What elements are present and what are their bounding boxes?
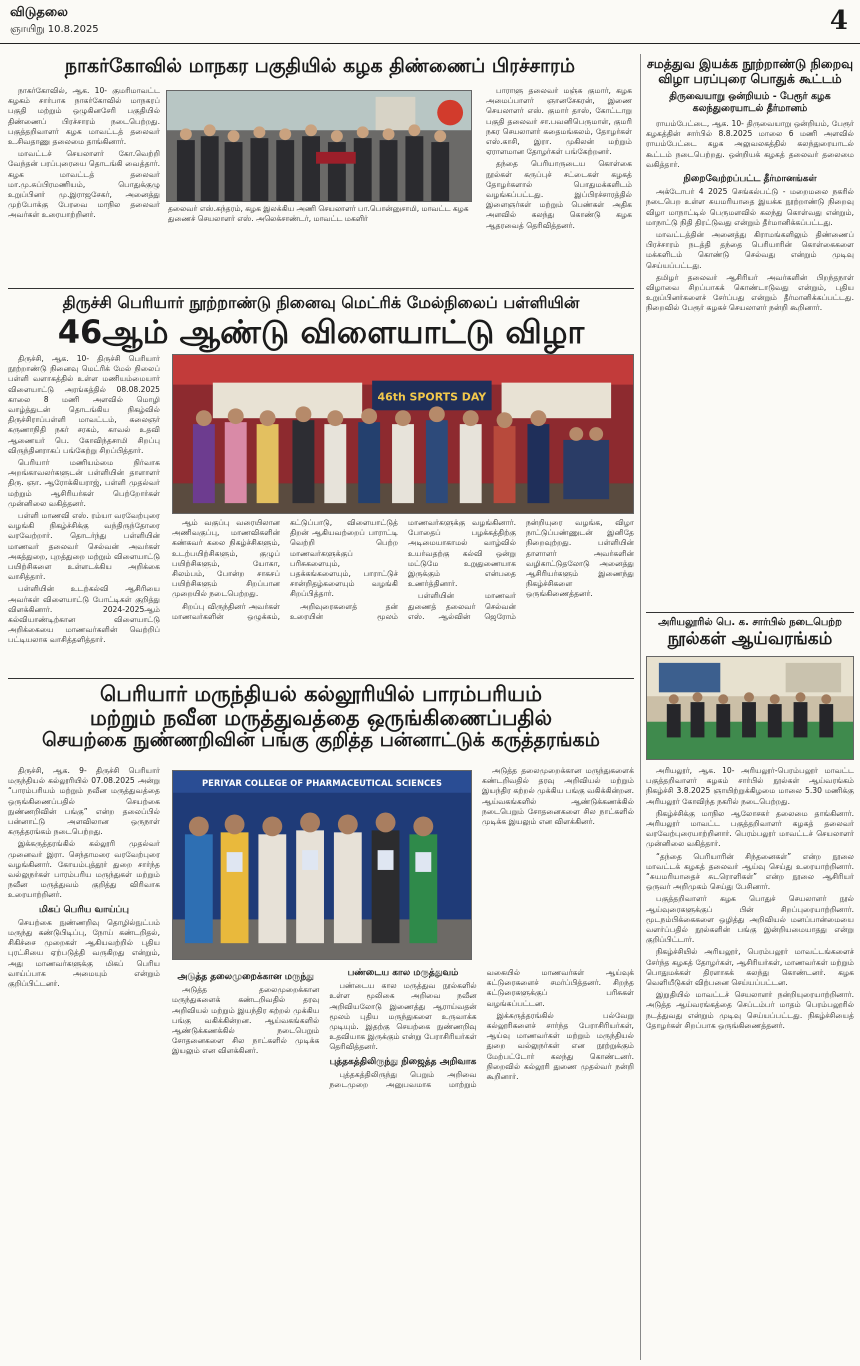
story-pharmacy-photo bbox=[172, 770, 472, 960]
paragraph: தமிழர் தலைவர் ஆசிரியர் அவர்களின் பிறந்தநாள் விழாவை சிறப்பாகக் கொண்டாடுவது என்றும், புதிய உறுப்பினர்களைச் சேர்ப்பது என்றும் தீர்மானிக்கப்பட்டது. நிறைவில் பேரூர் கழகச் செயலாளர் நன்றி கூறினார். bbox=[646, 272, 854, 313]
side-story-ariyalur-body bbox=[646, 766, 854, 1031]
paragraph: திருச்சி, ஆக. 10- திருச்சி பெரியார் நூற்றாண்டு நினைவு மெட்ரிக் மேல் நிலைப் பள்ளி வளாகத்தில் உள்ள மணியம்மையார் விளையாட்டு அரங்கத்தில் 08.08.2025 காலை 8 மணி அளவில் மொழி வாழ்த்துடன் தொடங்கிய நிகழ்வில் திருச்சிராப்பள்ளி மாவட்டம், கலைஞர் கருணாநிதி நகர் சரகம், காவல் உதவி ஆணையர் பெ. கோவிந்தசாமி சிறப்பு விருந்தினராகப் பங்கேற்று சிறப்பித்தார். bbox=[8, 354, 160, 455]
story-pharmacy-headline-2: மற்றும் நவீன மருத்துவத்தை ஒருங்கிணைப்பதில் bbox=[89, 705, 553, 731]
paragraph: அறிவுரைகளைத் தன் உரையின் மூலம் மாணவர்களுக்கு வழங்கினார். போதைப் பழக்கத்திற்கு அடிமையாகாமல் வாழ்வில் உயர்வதற்கு கல்வி ஒன்று மட்டுமே உறுதுணையாக இருக்கும் என்பதை உணர்த்தினார். bbox=[290, 518, 516, 621]
paragraph: ஆம் வகுப்பு வரையிலான அணிவகுப்பு, மாணவிகளின் கண்கவர் கலை நிகழ்ச்சிகளும், உடற்பயிற்சிகளும், குழுப் பயிற்சிகளும், யோகா, சிலம்பம், போன்ற சாகசப் பயிற்சிகளும் சிறப்பான முறையில் நடைபெற்றது. bbox=[172, 518, 280, 599]
paragraph: பள்ளி மாணவி எஸ். ரம்யா வரவேற்புரை வழங்கி நிகழ்ச்சிக்கு வந்திருந்தோரை வரவேற்றார். தொடர்ந்து பள்ளியின் மாணவர் தலைவர் செல்வன் அவர்கள் அகத்துறை, புறத்துறை மற்றும் விளையாட்டு பயிற்சிகளை உள்ளடக்கிய அறிக்கை வாசித்தார். bbox=[8, 511, 160, 582]
paragraph: புத்தகத்திலிருந்து பெறும் அறிவை நடைமுறை அனுபவமாக மாற்றும் வகையில் மாணவர்கள் ஆய்வுக் கட்டுரைகளைச் சமர்ப்பித்தனர். சிறந்த கட்டுரைகளுக்குப் பரிசுகள் வழங்கப்பட்டன. bbox=[329, 968, 634, 1090]
paragraph: இக்கருத்தரங்கில் பல்வேறு கல்லூரிகளைச் சார்ந்த பேராசிரியர்கள், ஆய்வு மாணவர்கள் மற்றும் மருந்தியல் துறை வல்லுநர்கள் என நூற்றுக்கும் மேற்பட்டோர் கலந்து கொண்டனர். நிறைவில் கல்லூரி துணை முதல்வர் நன்றி கூறினார். bbox=[486, 1010, 634, 1082]
banner-text: 46th SPORTS DAY bbox=[377, 390, 487, 404]
paragraph: மாவட்டச் செயலாளர் கோ.வெற்றி வேந்தன் பரப்புரையை தொடங்கி வைத்தார். கழக மாவட்டத் தலைவர் மா.மு.சுப்பிரமணியம், பொதுக்குழு உறுப்பினர் மு.இராஜசேகர், அனைத்து முற்போக்கு பேரவை மாநில தலைவர் அவர்கள் உரையாற்றினர். bbox=[8, 149, 160, 220]
paragraph: அரியலூர், ஆக. 10- அரியலூர்-பெரம்பலூர் மாவட்ட பகுத்தறிவாளர் கழகம் சார்பில் நூல்கள் ஆய்வரங்கம் நிகழ்ச்சி 3.8.2025 ஞாயிற்றுக்கிழமை மாலை 5.30 மணிக்கு அரியலூர் கோவிந்த நகரில் நடைபெற்றது. bbox=[646, 766, 854, 806]
story-nagercoil-caption: தலைவர் எஸ்.சுந்தரம், கழக இலக்கிய அணி செயலாளர் பா.பொன்னுசாமி, மாவட்ட கழக துணைச் செயலாளர் எஸ். அலெக்சாண்டர், மாவட்ட மகளிர் bbox=[168, 204, 469, 223]
side-story-ariyalur-headline: நூல்கள் ஆய்வரங்கம் bbox=[667, 629, 833, 649]
paragraph: பள்ளியின் மாணவர் துணைத் தலைவர் செல்வன் எஸ். ஆல்வின் ஜெரோம் நன்றியுரை வழங்க, விழா நாட்டுப்பண்ணுடன் இனிதே நிறைவுற்றது. பள்ளியின் தாளாளர் அவர்களின் வழிகாட்டுதலோடு அனைத்து ஆசிரியர்களும் இணைந்து நிகழ்ச்சிகளை ஒருங்கிணைத்தனர். bbox=[408, 518, 634, 621]
paragraph: பாராளு தலைவர் மஞ்சு குமார், கழக அமைப்பாளர் ஞானசேகரன், இணை செயலாளர் எஸ். குமார் தாஸ், கோட்டாறு பகுதி தலைவர் சா.பவனிபெருமாள், குமரி நகர செயலாளர் கதைமங்கலம், தோழர்கள் எஸ்.காசி, இரா. முகிலன் மற்றும் ஏராளமான தோழர்கள் பங்கேற்றனர். bbox=[486, 86, 632, 157]
story-pharmacy-body bbox=[172, 968, 634, 1362]
story-pharmacy-headline-3: செயற்கை நுண்ணறிவின் பங்கு குறித்த பன்னாட்டுக் கருத்தரங்கம் bbox=[42, 729, 600, 752]
story-nagercoil-photo bbox=[166, 90, 472, 202]
story-sports-day-headline: 46ஆம் ஆண்டு விளையாட்டு விழா bbox=[57, 313, 585, 352]
subhead: புத்தகத்திலிருந்து நிஜைத்த அறிவாக bbox=[329, 1056, 477, 1067]
paragraph: அக்டோபர் 4 2025 செங்கல்பட்டு - மறைமலை நகரில் நடைபெற உள்ள சுயமரியாதை இயக்க நூற்றாண்டு நிறைவு விழா மாநாட்டில் பெருமளவில் கலந்து கொள்வது என்றும், மாநாட்டு நிதி திரட்டுவது என்றும் தீர்மானிக்கப்பட்டது. bbox=[646, 187, 854, 227]
issue-date: ஞாயிறு 10.8.2025 bbox=[10, 24, 99, 35]
story-pharmacy-lead bbox=[8, 766, 160, 1362]
divider bbox=[646, 612, 854, 613]
story-sports-day-photo bbox=[172, 354, 634, 514]
banner-text: PERIYAR COLLEGE OF PHARMACEUTICAL SCIENCES bbox=[201, 777, 443, 788]
subhead: பண்டைய கால மருத்துவம் bbox=[347, 968, 459, 978]
side-story-thiruvaiyaru-headline: சமத்துவ இயக்க நூற்றாண்டு நிறைவு விழா பரப்புரை பொதுக் கூட்டம் bbox=[646, 56, 854, 86]
paragraph: “தந்தை பெரியாரின் சிந்தனைகள்” என்ற நூலை மாவட்டக் கழகத் தலைவர் ஆய்வு செய்து உரையாற்றினார். “சுயமரியாதைச் சுடரொளிகள்” என்ற நூலை ஆசிரியர் ஒருவர் அறிமுகம் செய்து பேசினார். bbox=[646, 851, 854, 892]
page-number: 4 bbox=[829, 6, 848, 36]
side-story-thiruvaiyaru-subhead: திருவையாறு ஒன்றியம் - பேரூர் கழக கலந்துரையாடல் தீர்மானம் bbox=[669, 91, 831, 114]
paragraph: நிகழ்ச்சியில் அரியலூர், பெரம்பலூர் மாவட்டங்களைச் சேர்ந்த கழகத் தோழர்கள், ஆசிரியர்கள், மாணவர்கள் மற்றும் பொதுமக்கள் திரளாகக் கலந்து கொண்டனர். கழக வெளியீடுகள் விற்பனை செய்யப்பட்டன. bbox=[646, 947, 854, 988]
paragraph: இறுதியில் மாவட்டச் செயலாளர் நன்றியுரையாற்றினார். அடுத்த ஆய்வரங்கத்தை செப்டம்பர் மாதம் பெரம்பலூரில் நடத்துவது என்றும் முடிவு செய்யப்பட்டது. நிகழ்ச்சியைத் தோழர்கள் சிறப்பாக ஒருங்கிணைத்தனர். bbox=[646, 990, 854, 1030]
subhead: அடுத்த தலைமுறைக்கான மருந்து bbox=[177, 972, 314, 982]
paragraph: அடுத்த தலைமுறைக்கான மருந்துகளைக் கண்டறிவதில் தரவு அறிவியல் மற்றும் இயந்திர கற்றல் முக்கிய பங்கு வகிக்கின்றன. ஆய்வகங்களில் ஆண்டுக்கணக்கில் நடைபெறும் சோதனைகளை சில நாட்களில் முடிக்க இயலும் என விளக்கினர். bbox=[482, 766, 634, 827]
paragraph: பெரியார் மணியம்மை நிர்வாக அறங்காவலர்களுடன் பள்ளியின் தாளாளர் திரு. ஞா. ஆரோக்கியராஜ், பள்ளி முதல்வர் மற்றும் ஆசிரியர்கள் பெற்றோர்கள் முன்னிலை வகித்தனர். bbox=[8, 458, 160, 508]
paragraph: அடுத்த தலைமுறைக்கான மருந்துகளைக் கண்டறிவதில் தரவு அறிவியல் மற்றும் இயந்திர கற்றல் முக்கிய பங்கு வகிக்கின்றன. ஆய்வகங்களில் ஆண்டுக்கணக்கில் நடைபெறும் சோதனைகளை சில நாட்களில் முடிக்க இயலும் என விளக்கினர். bbox=[172, 985, 320, 1056]
group-photo-illustration bbox=[167, 91, 471, 201]
paragraph: இக்கருத்தரங்கில் கல்லூரி முதல்வர் முனைவர் இரா. செந்தாமரை வரவேற்புரை வழங்கினார். கோயம்புத்தூர் துறை சார்ந்த வல்லுநர்கள் பாரம்பரிய மருந்துகள் மற்றும் நவீன மருத்துவம் குறித்து விரிவாக உரையாற்றினர். bbox=[8, 839, 160, 900]
story-nagercoil-headline: நாகர்கோவில் மாநகர பகுதியில் கழக திண்ணைப் பிரச்சாரம் bbox=[64, 55, 576, 77]
side-story-thiruvaiyaru-body bbox=[646, 119, 854, 314]
column-divider bbox=[640, 54, 641, 1360]
paragraph: சிறப்பு விருந்தினர் அவர்கள் மாணவர்களின் ஒழுக்கம், கட்டுப்பாடு, விளையாட்டுத் திறன் ஆகியவற்றைப் பாராட்டி வெற்றி பெற்ற மாணவர்களுக்குப் பரிசுகளையும், பதக்கங்களையும், பாராட்டுச் சான்றிதழ்களையும் வழங்கி சிறப்பித்தார். bbox=[172, 518, 398, 621]
side-story-ariyalur-kicker: அரியலூரில் பெ. க. சார்பில் நடைபெற்ற bbox=[658, 617, 842, 628]
side-story-ariyalur-photo bbox=[646, 656, 854, 760]
paragraph: பள்ளியின் உடற்கல்வி ஆசிரியை அவர்கள் விளையாட்டு போட்டிகள் குறித்து விளக்கினார். 2024-2025ஆம் கல்வியாண்டிற்கான விளையாட்டு அறிக்கையை மாணவர்களின் வெற்றிப் பட்டியலாக வாசித்தளித்தார். bbox=[8, 584, 160, 645]
side-story-thiruvaiyaru bbox=[646, 56, 854, 610]
paragraph: நாகர்கோவில், ஆக. 10- குமரிமாவட்ட கழகம் சார்பாக நாகர்கோவில் மாநகரப் பகுதி மற்றும் ஒழுகினசேரி பகுதியில் திண்ணைப் பிரச்சாரம் நடைபெற்றது. பகுத்தறிவாளர் கழக மாவட்டத் தலைவர் உ.சிவதாணு தலைமை தாங்கினார். bbox=[8, 86, 160, 147]
seminar-audience-illustration bbox=[647, 657, 853, 759]
paragraph: செயற்கை நுண்ணறிவு தொழில்நுட்பம் மருந்து கண்டுபிடிப்பு, நோய் கண்டறிதல், சிகிச்சை முறைகள் ஆகியவற்றில் புதிய புரட்சியை ஏற்படுத்தி வருகிறது என்றும், அது மாணவர்களுக்கு மிகப் பெரிய வாய்ப்பாக அமையும் என்றும் குறிப்பிட்டனர். bbox=[8, 917, 160, 989]
side-story-ariyalur bbox=[646, 616, 854, 1362]
subhead: மிகப் பெரிய வாய்ப்பு bbox=[39, 904, 129, 915]
subhead: நிறைவேற்றப்பட்ட தீர்மானங்கள் bbox=[683, 174, 817, 185]
story-sports-day-kicker: திருச்சி பெரியார் நூற்றாண்டு நினைவு மெட்ரிக் மேல்நிலைப் பள்ளியின் bbox=[62, 293, 580, 312]
story-sports-day-body bbox=[172, 518, 634, 676]
paragraph: நிகழ்ச்சிக்கு மாநில ஆலோசகர் தலைமை தாங்கினார். அரியலூர் மாவட்ட பகுத்தறிவாளர் கழகத் தலைவர் வரவேற்புரையாற்றினார். பெரம்பலூர் மாவட்டச் செயலாளர் முன்னிலை வகித்தார். bbox=[646, 808, 854, 849]
story-nagercoil-body-right bbox=[486, 86, 632, 286]
paragraph: மாவட்டத்தின் அனைத்து கிராமங்களிலும் திண்ணைப் பிரச்சாரம் நடத்தி தந்தை பெரியாரின் கொள்கைகளை மக்களிடம் கொண்டு செல்வது என்றும் முடிவு செய்யப்பட்டது. bbox=[646, 230, 854, 270]
paper-name: விடுதலை bbox=[10, 5, 68, 20]
seminar-stage-illustration bbox=[173, 771, 471, 959]
divider bbox=[8, 678, 634, 679]
paragraph: பண்டைய கால மருத்துவ நூல்களில் உள்ள மூலிகை அறிவை நவீன அறிவியலோடு இணைத்து ஆராய்வதன் மூலம் புதிய மருந்துகளை உருவாக்க முடியும். இதற்கு செயற்கை நுண்ணறிவு உதவியாக இருக்கும் என்று பேராசிரியர்கள் தெரிவித்தனர். bbox=[329, 981, 477, 1052]
paragraph: ராயம்பேட்டை, ஆக. 10- திருவையாறு ஒன்றியம், பேரூர் கழகத்தின் சார்பில் 8.8.2025 மாலை 6 மணி அளவில் ராயம்பேட்டை கழக அலுவலகத்தில் கலந்துரையாடல் கூட்டம் நடைபெற்றது. ஒன்றியக் கழகத் தலைவர் தலைமை வகித்தார். bbox=[646, 119, 854, 169]
sports-day-stage-illustration bbox=[173, 355, 633, 513]
paragraph: தந்தை பெரியாருடைய கொள்கை நூல்கள் கருப்புச் சட்டைகள் கழகத் தோழர்களால் பொதுமக்களிடம் வழங்கப்பட்டது. இப்பிரச்சாரத்தில் இளைஞர்கள் மற்றும் பெண்கள் அதிக அளவில் கலந்து கொண்டு கழக ஆதரவைத் தெரிவித்தனர். bbox=[486, 159, 632, 230]
story-pharmacy-side bbox=[482, 766, 634, 962]
paragraph: திருச்சி, ஆக. 9- திருச்சி பெரியார் மருந்தியல் கல்லூரியில் 07.08.2025 அன்று “பாரம்பரியம் மற்றும் நவீன மருத்துவத்தை ஒருங்கிணைப்பதில் செயற்கை நுண்ணறிவின் பங்கு” என்ற தலைப்பில் பன்னாட்டு அளவிலான ஒருநாள் கருத்தரங்கம் நடைபெற்றது. bbox=[8, 766, 160, 837]
divider bbox=[8, 288, 634, 289]
paragraph: பகுத்தறிவாளர் கழக பொதுச் செயலாளர் நூல் ஆய்வுரைகளுக்குப் பின் சிறப்புரையாற்றினார். மூடநம்பிக்கைகளை ஒழித்து அறிவியல் மனப்பான்மையை வளர்ப்பதில் நூல்களின் பங்கு இன்றியமையாதது என்று குறிப்பிட்டார். bbox=[646, 894, 854, 945]
masthead bbox=[0, 0, 860, 44]
story-pharmacy-headline-1: பெரியார் மருந்தியல் கல்லூரியில் பாரம்பரியம் bbox=[99, 682, 543, 706]
story-nagercoil-body-left bbox=[8, 86, 160, 286]
story-sports-day-lead bbox=[8, 354, 160, 676]
